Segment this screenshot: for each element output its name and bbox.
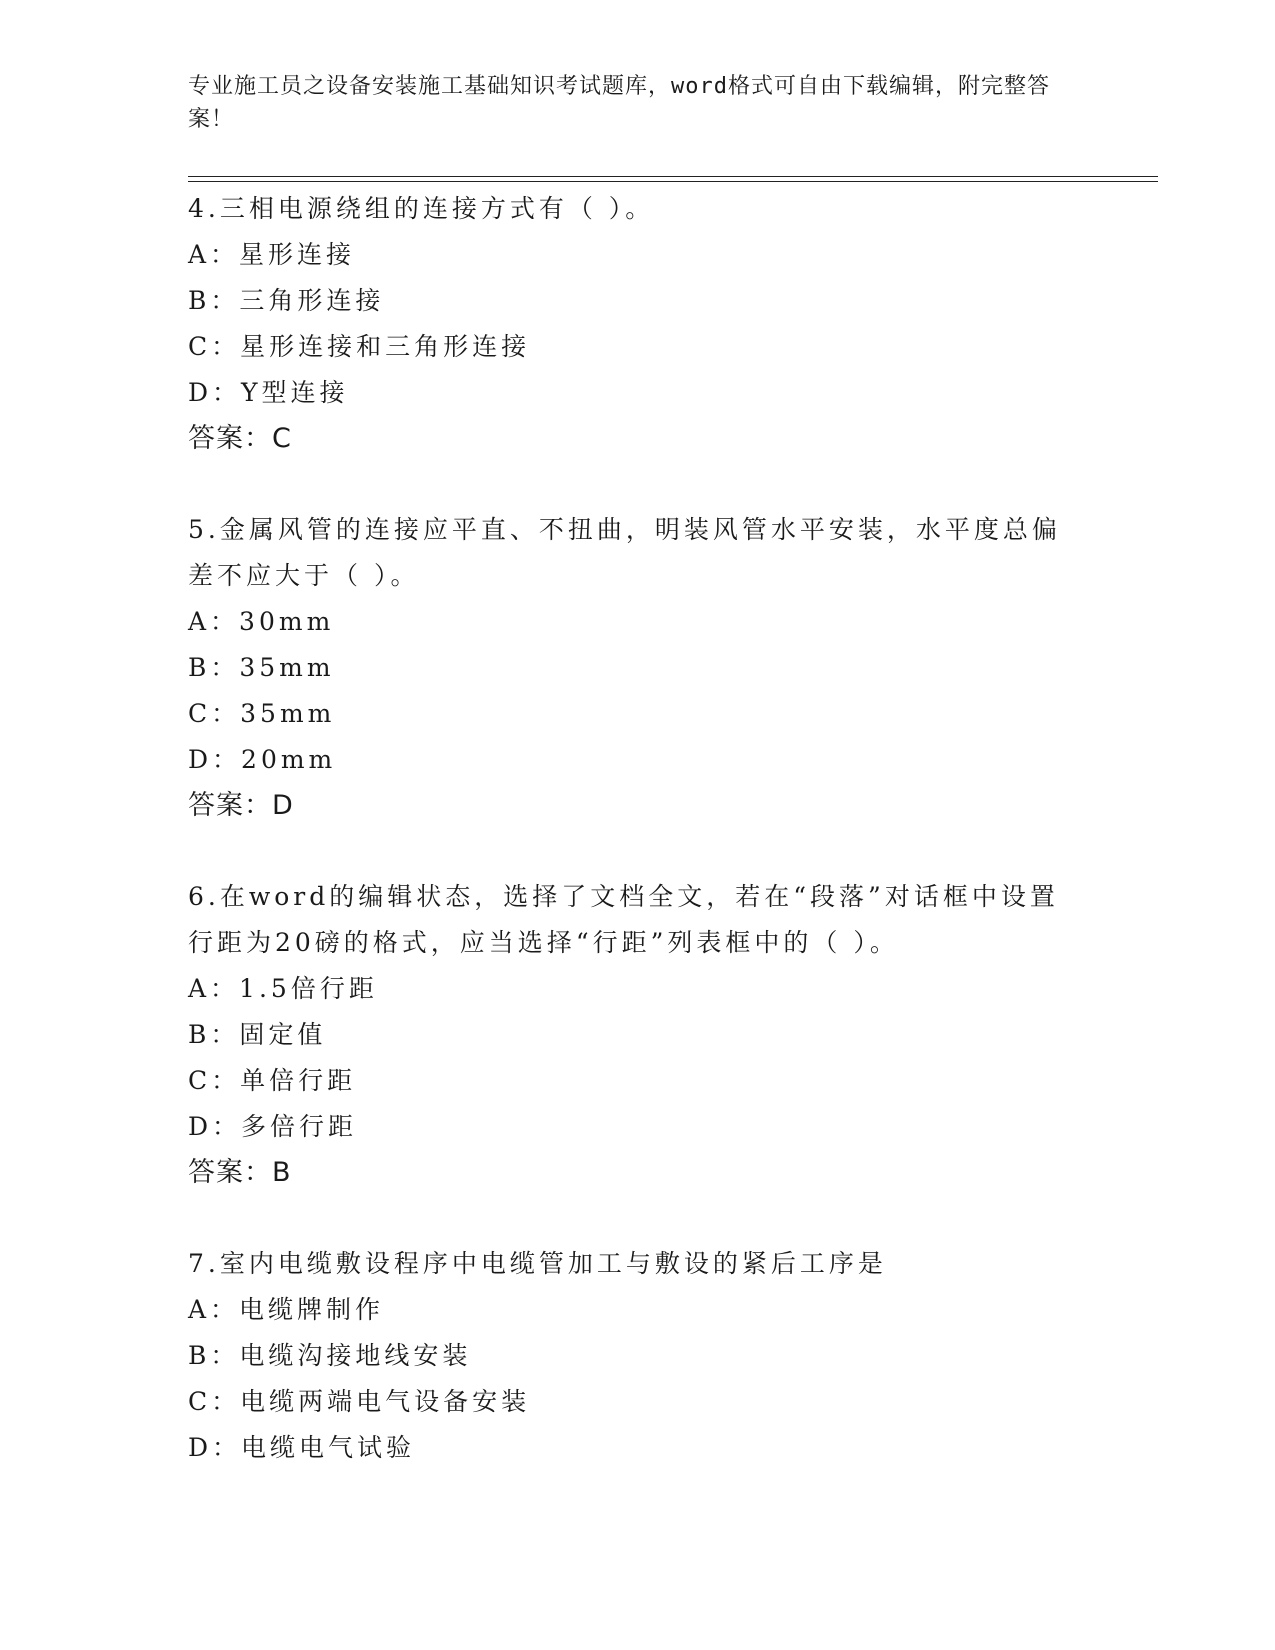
header-divider-bottom [188,181,1158,182]
option-d: D：电缆电气试验 [188,1433,416,1462]
document-header: 专业施工员之设备安装施工基础知识考试题库，word格式可自由下载编辑，附完整答案！ [188,74,1050,132]
option-d: D：多倍行距 [188,1112,358,1141]
option-b: B：电缆沟接地线安装 [188,1341,472,1370]
question-text: 5.金属风管的连接应平直、不扭曲，明装风管水平安装，水平度总偏差不应大于（ ）。 [188,515,1061,590]
question-6 [188,874,1088,1196]
option-b: B：三角形连接 [188,286,385,315]
option-b: B：35mm [188,653,335,682]
option-b: B：固定值 [188,1020,327,1049]
option-c: C：星形连接和三角形连接 [188,332,531,361]
question-7 [188,1241,1088,1471]
option-c: C：电缆两端电气设备安装 [188,1387,531,1416]
question-5 [188,507,1088,829]
option-d: D：20mm [188,745,337,774]
answer: 答案：D [188,790,294,821]
question-text: 4.三相电源绕组的连接方式有（ ）。 [188,194,655,223]
option-a: A：星形连接 [188,240,356,269]
question-text: 6.在word的编辑状态，选择了文档全文，若在“段落”对话框中设置行距为20磅的格式，应当选择“行距”列表框中的（ ）。 [188,882,1059,957]
question-4 [188,186,1088,462]
question-list [188,186,1088,1516]
option-c: C：35mm [188,699,336,728]
option-c: C：单倍行距 [188,1066,357,1095]
answer: 答案：B [188,1157,292,1188]
option-a: A：30mm [188,607,335,636]
option-a: A：1.5倍行距 [188,974,378,1003]
option-a: A：电缆牌制作 [188,1295,385,1324]
option-d: D：Y型连接 [188,378,349,407]
answer: 答案：C [188,423,292,454]
question-text: 7.室内电缆敷设程序中电缆管加工与敷设的紧后工序是 [188,1249,887,1278]
header-divider-top [188,176,1158,177]
